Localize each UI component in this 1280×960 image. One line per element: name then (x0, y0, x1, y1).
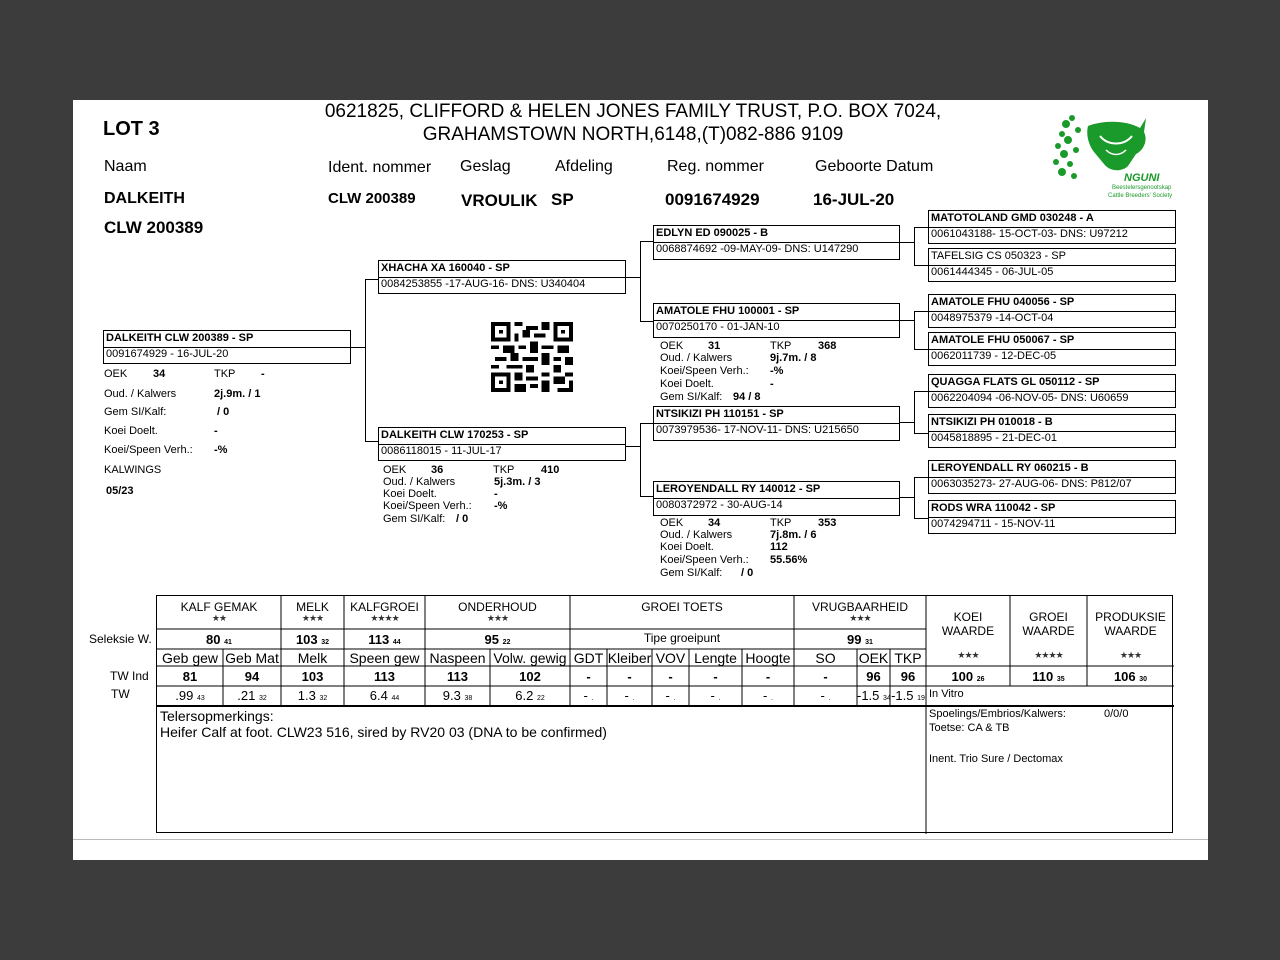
ggp-reg: 0045818895 - 21-DEC-01 (931, 432, 1057, 444)
animal-afdeling: SP (551, 190, 574, 209)
dd-gem: / 0 (741, 567, 754, 579)
tw-ind-value: 81 (182, 669, 198, 684)
waarde-header: PRODUKSIE (1095, 610, 1166, 624)
waarde-value: 106 30 (1113, 669, 1148, 684)
animal-geslag: VROULIK (461, 191, 538, 210)
label-reg: Reg. nommer (667, 158, 764, 175)
subject-gem: / 0 (217, 406, 230, 418)
ggp-name: QUAGGA FLATS GL 050112 - SP (931, 376, 1100, 388)
tw-value: - . (820, 688, 831, 703)
subject-oek: 34 (153, 368, 166, 380)
rank-subscript: 22 (536, 695, 545, 702)
dam-gem: / 0 (456, 513, 469, 525)
sd-speen-label: Koei/Speen Verh.: (660, 365, 749, 377)
ggp-box-1 (928, 210, 1176, 244)
ggp-name: LEROYENDALL RY 060215 - B (931, 462, 1089, 474)
rank-subscript: . (673, 695, 676, 702)
ggp-name: AMATOLE FHU 040056 - SP (931, 296, 1075, 308)
tw-ind-value: 102 (519, 669, 541, 684)
animal-ident: CLW 200389 (328, 190, 416, 207)
subject-oek-label: OEK (104, 368, 128, 380)
rating-stars: ★★★ (1119, 650, 1142, 660)
sd-gem: 94 / 8 (733, 391, 761, 403)
waarde-header: WAARDE (941, 624, 995, 638)
rating-stars: ★★★ (486, 613, 509, 623)
animal-dob: 16-JUL-20 (813, 190, 895, 209)
tw-value: - . (763, 688, 773, 703)
column-header: Melk (297, 650, 328, 666)
kalwings-label: KALWINGS (104, 464, 162, 476)
subject-reg: 0091674929 - 16-JUL-20 (106, 348, 229, 360)
tw-ind-value: - (823, 669, 828, 684)
subject-box (103, 330, 351, 364)
sire-dam-box (653, 303, 900, 338)
dd-koei-label: Koei Doelt. (660, 541, 714, 553)
sire-name: XHACHA XA 160040 - SP (381, 262, 510, 274)
seleksie-value: 80 41 (206, 632, 232, 647)
spoelings-label: Spoelings/Embrios/Kalwers: (929, 708, 1066, 720)
group-header: ONDERHOUD (458, 600, 537, 614)
waarde-value: 110 35 (1032, 669, 1065, 684)
subject-gem-label: Gem SI/Kalf: (104, 406, 167, 418)
sire-sire-box (653, 225, 900, 260)
rank-subscript: 34 (883, 695, 891, 702)
dam-oud: 5j.3m. / 3 (494, 476, 541, 488)
ggp-reg: 0062011739 - 12-DEC-05 (931, 350, 1057, 362)
ggp-reg: 0061444345 - 06-JUL-05 (931, 266, 1054, 278)
tw-ind-value: 94 (244, 669, 260, 684)
rating-stars: ★★★ (849, 613, 871, 623)
logo-line-1: Beestelersgenootskap (1112, 185, 1172, 191)
rank-subscript: 22 (502, 639, 511, 646)
subject-speen-label: Koei/Speen Verh.: (104, 444, 193, 456)
subject-oud: 2j.9m. / 1 (214, 388, 261, 400)
subject-speen: -% (214, 444, 228, 456)
column-header: VOV (655, 650, 686, 666)
seleksie-value: 95 22 (484, 632, 511, 647)
tw-value: .21 32 (237, 688, 267, 703)
dd-oek: 34 (708, 517, 721, 529)
pedigree-sheet (73, 100, 1208, 860)
qr-code-icon (491, 322, 573, 392)
dam-speen-label: Koei/Speen Verh.: (383, 500, 472, 512)
owner-line-2: GRAHAMSTOWN NORTH,6148,(T)082-886 9109 (422, 124, 844, 145)
rank-subscript: 32 (258, 695, 267, 702)
dam-tkp: 410 (541, 464, 560, 476)
ggp-box-3 (928, 294, 1176, 328)
logo-line-2: Cattle Breeders' Society (1108, 193, 1173, 199)
tw-value: 6.4 44 (369, 688, 400, 703)
sd-tkp: 368 (818, 340, 837, 352)
sd-oek: 31 (708, 340, 721, 352)
in-vitro-label: In Vitro (929, 688, 964, 700)
dam-koei: - (494, 488, 498, 500)
tw-ind-value: 103 (301, 669, 324, 684)
tw-value: - . (710, 688, 721, 703)
column-header: Geb Mat (225, 650, 279, 666)
rank-subscript: 35 (1056, 676, 1065, 683)
sd-tkp-label: TKP (770, 340, 792, 352)
tw-value: - . (624, 688, 635, 703)
sd-oud: 9j.7m. / 8 (770, 352, 817, 364)
subject-oud-label: Oud. / Kalwers (104, 388, 177, 400)
column-header: Naspeen (429, 650, 486, 666)
ggp-reg: 0062204094 -06-NOV-05- DNS: U60659 (931, 392, 1129, 404)
dd-speen-label: Koei/Speen Verh.: (660, 554, 749, 566)
label-ident: Ident. nommer (328, 159, 432, 176)
rank-subscript: . (718, 695, 721, 702)
kalwings-value: 05/23 (106, 485, 134, 497)
rating-stars: ★★★ (301, 613, 324, 623)
tw-value: .99 43 (175, 688, 205, 703)
waarde-header: WAARDE (1104, 624, 1157, 638)
rank-subscript: 32 (319, 695, 328, 702)
dam-gem-label: Gem SI/Kalf: (383, 513, 446, 525)
tw-value: 1.3 32 (297, 688, 328, 703)
rank-subscript: 44 (391, 695, 400, 702)
row-label-tw: TW (111, 687, 130, 701)
seleksie-value: 103 32 (295, 632, 330, 647)
subject-tkp: - (261, 368, 265, 380)
column-header: Hoogte (745, 650, 791, 666)
group-header: KALFGROEI (350, 600, 419, 614)
seleksie-value: 113 44 (368, 632, 401, 647)
sire-dam-name: AMATOLE FHU 100001 - SP (656, 305, 800, 317)
ebv-table (156, 595, 1173, 833)
column-header: SO (815, 650, 836, 666)
rating-stars: ★★ (211, 613, 227, 623)
dam-dam-name: LEROYENDALL RY 140012 - SP (656, 483, 821, 495)
label-geslag: Geslag (460, 158, 511, 175)
sd-oek-label: OEK (660, 340, 684, 352)
column-header: Volw. gewig (493, 650, 567, 666)
rank-subscript: 43 (196, 695, 205, 702)
rank-subscript: . (771, 695, 773, 702)
logo-brand: NGUNI (1124, 172, 1160, 184)
group-header: MELK (296, 600, 329, 614)
animal-name: DALKEITH (104, 190, 185, 207)
ggp-reg: 0048975379 -14-OCT-04 (931, 312, 1054, 324)
dam-sire-name: NTSIKIZI PH 110151 - SP (656, 408, 784, 420)
ggp-reg: 0061043188- 15-OCT-03- DNS: U97212 (931, 228, 1128, 240)
tw-value: -1.5 34 (857, 688, 891, 703)
dam-sire-reg: 0073979536- 17-NOV-11- DNS: U215650 (656, 424, 859, 436)
ggp-name: NTSIKIZI PH 010018 - B (931, 416, 1053, 428)
rank-subscript: 19 (917, 695, 925, 702)
tw-ind-value: - (765, 669, 771, 684)
rating-stars: ★★★★ (370, 613, 399, 623)
rank-subscript: 30 (1139, 676, 1148, 683)
row-label-seleksie: Seleksie W. (89, 632, 152, 646)
tipe-groeipunt: Tipe groeipunt (643, 631, 721, 645)
group-header: GROEI TOETS (641, 600, 723, 614)
ggp-name: MATOTOLAND GMD 030248 - A (931, 212, 1094, 224)
waarde-value: 100 26 (951, 669, 985, 684)
sd-speen: -% (770, 365, 784, 377)
column-header: Kleiber (607, 650, 652, 666)
spoelings-value: 0/0/0 (1104, 708, 1129, 720)
rank-subscript: . (828, 695, 831, 702)
tw-ind-value: - (713, 669, 718, 684)
tw-ind-value: - (627, 669, 632, 684)
rank-subscript: 41 (224, 639, 232, 646)
sd-koei-label: Koei Doelt. (660, 378, 714, 390)
ggp-box-7 (928, 460, 1176, 494)
owner-line-1: 0621825, CLIFFORD & HELEN JONES FAMILY TRUST, P.O. BOX 7024, (324, 101, 942, 122)
lot-number: LOT 3 (103, 118, 160, 140)
dam-dam-reg: 0080372972 - 30-AUG-14 (656, 499, 783, 511)
dd-koei: 112 (770, 541, 788, 553)
tw-ind-value: - (586, 669, 591, 684)
ggp-box-4 (928, 332, 1176, 366)
column-header: TKP (894, 650, 922, 666)
column-header: GDT (573, 650, 604, 666)
sire-sire-reg: 0068874692 -09-MAY-09- DNS: U147290 (656, 243, 859, 255)
ggp-name: AMATOLE FHU 050067 - SP (931, 334, 1075, 346)
dam-speen: -% (494, 500, 508, 512)
animal-reg: 0091674929 (665, 190, 760, 209)
inent-note: Inent. Trio Sure / Dectomax (929, 753, 1063, 765)
waarde-header: GROEI (1029, 610, 1068, 624)
group-header: KALF GEMAK (180, 600, 258, 614)
dd-tkp-label: TKP (770, 517, 792, 529)
tw-value: - . (665, 688, 676, 703)
ggp-box-5 (928, 374, 1176, 408)
column-header: Geb gew (161, 650, 219, 666)
rank-subscript: 38 (464, 695, 473, 702)
dam-oek: 36 (431, 464, 444, 476)
ggp-name: TAFELSIG CS 050323 - SP (931, 250, 1066, 262)
sd-gem-label: Gem SI/Kalf: (660, 391, 723, 403)
dd-oud: 7j.8m. / 6 (770, 529, 817, 541)
dam-oud-label: Oud. / Kalwers (383, 476, 456, 488)
subject-koei-label: Koei Doelt. (104, 425, 158, 437)
sire-box (378, 260, 626, 294)
ggp-reg: 0063035273- 27-AUG-06- DNS: P812/07 (931, 478, 1132, 490)
dam-sire-box (653, 406, 900, 441)
sd-oud-label: Oud. / Kalwers (660, 352, 733, 364)
tw-value: - . (583, 688, 594, 703)
sd-koei: - (770, 378, 774, 390)
remarks-text: Heifer Calf at foot. CLW23 516, sired by RV20 03 (DNA to be confirmed) (160, 724, 607, 740)
label-naam: Naam (104, 158, 147, 175)
subject-koei: - (214, 425, 218, 437)
dam-koei-label: Koei Doelt. (383, 488, 437, 500)
toetse-note: Toetse: CA & TB (929, 722, 1010, 734)
waarde-header: KOEI (953, 610, 983, 624)
owner-address (253, 100, 1013, 146)
seleksie-value: 99 31 (847, 632, 873, 647)
group-header: VRUGBAARHEID (811, 600, 909, 614)
row-label-twind: TW Ind (110, 669, 149, 683)
subject-name: DALKEITH CLW 200389 - SP (106, 332, 254, 344)
subject-tkp-label: TKP (214, 368, 236, 380)
rating-stars: ★★★★ (1034, 650, 1063, 660)
dam-box (378, 427, 626, 461)
dd-speen: 55.56% (770, 554, 808, 566)
sire-reg: 0084253855 -17-AUG-16- DNS: U340404 (381, 278, 586, 290)
rank-subscript: 26 (976, 676, 985, 683)
ggp-box-2 (928, 248, 1176, 282)
animal-name-id: CLW 200389 (104, 218, 204, 237)
ggp-box-8 (928, 500, 1176, 534)
ggp-name: RODS WRA 110042 - SP (931, 502, 1056, 514)
dam-dam-box (653, 481, 900, 516)
dam-oek-label: OEK (383, 464, 407, 476)
remarks-title: Telersopmerkings: (160, 708, 274, 724)
column-header: Speen gew (349, 650, 420, 666)
sire-sire-name: EDLYN ED 090025 - B (656, 227, 769, 239)
tw-ind-value: 96 (900, 669, 916, 684)
waarde-header: WAARDE (1022, 624, 1075, 638)
rank-subscript: 31 (865, 639, 873, 646)
tw-value: -1.5 19 (891, 688, 925, 703)
rank-subscript: . (591, 695, 594, 702)
rating-stars: ★★★ (957, 650, 979, 660)
nguni-logo (1048, 106, 1173, 201)
column-header: OEK (858, 650, 889, 666)
dd-gem-label: Gem SI/Kalf: (660, 567, 723, 579)
rank-subscript: 44 (392, 639, 401, 646)
rank-subscript: 32 (321, 639, 330, 646)
tw-ind-value: 96 (866, 669, 881, 684)
dam-tkp-label: TKP (493, 464, 515, 476)
dd-oud-label: Oud. / Kalwers (660, 529, 733, 541)
rank-subscript: . (632, 695, 635, 702)
tw-ind-value: 113 (447, 669, 468, 684)
dd-oek-label: OEK (660, 517, 684, 529)
sire-dam-reg: 0070250170 - 01-JAN-10 (656, 321, 780, 333)
tw-value: 6.2 22 (515, 688, 545, 703)
dam-name: DALKEITH CLW 170253 - SP (381, 429, 529, 441)
label-geboorte: Geboorte Datum (815, 158, 934, 175)
dd-tkp: 353 (818, 517, 837, 529)
tw-ind-value: 113 (374, 669, 395, 684)
ggp-reg: 0074294711 - 15-NOV-11 (931, 518, 1056, 530)
dam-reg: 0086118015 - 11-JUL-17 (381, 445, 502, 457)
column-header: Lengte (694, 650, 737, 666)
ggp-box-6 (928, 414, 1176, 448)
tw-ind-value: - (668, 669, 673, 684)
label-afdeling: Afdeling (555, 158, 613, 175)
tw-value: 9.3 38 (442, 688, 473, 703)
